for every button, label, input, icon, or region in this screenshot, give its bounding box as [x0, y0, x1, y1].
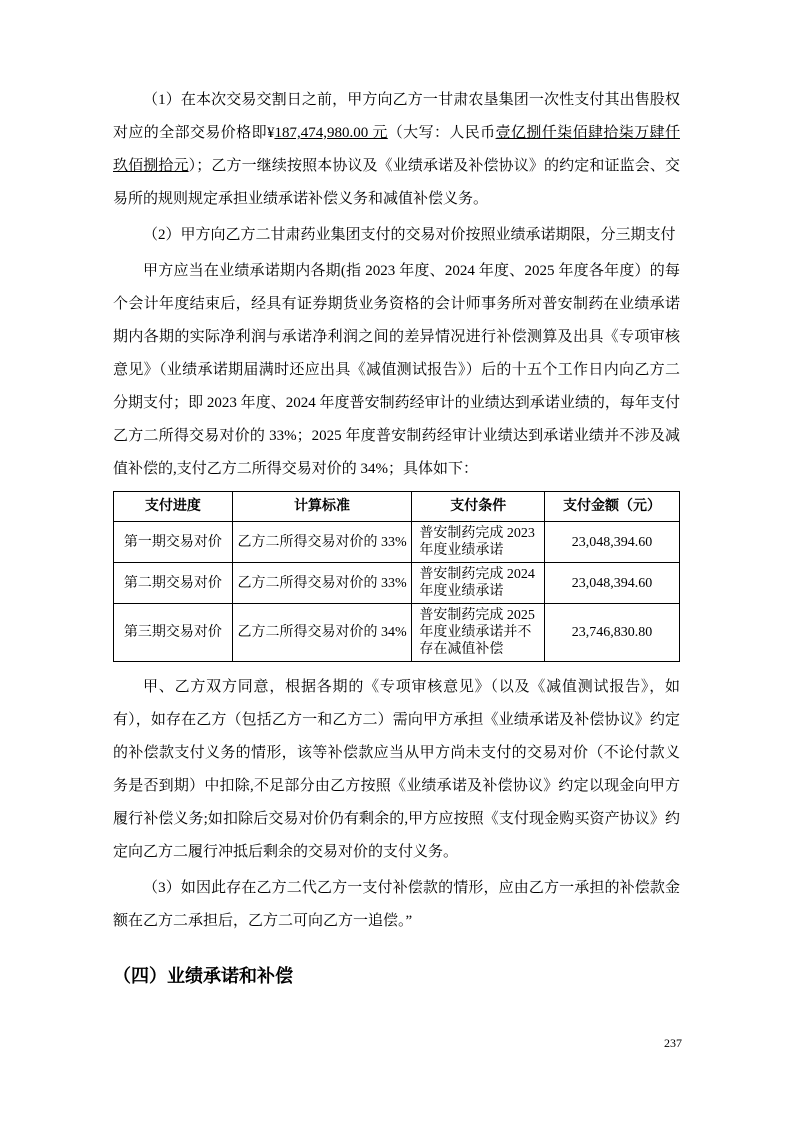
cell-progress: 第三期交易对价 — [114, 604, 233, 662]
table-header-row — [114, 492, 680, 522]
cell-amount: 23,746,830.80 — [545, 604, 680, 662]
table-row — [114, 563, 680, 604]
section-heading-performance-commitment: （四）业绩承诺和补偿 — [113, 966, 293, 986]
cell-condition: 普安制药完成 2023 年度业绩承诺 — [412, 522, 545, 563]
table-row — [114, 604, 680, 662]
col-header-payment-amount: 支付金额（元） — [545, 492, 680, 522]
cell-progress: 第二期交易对价 — [114, 563, 233, 604]
col-header-calc-standard: 计算标准 — [232, 492, 412, 522]
page-number: 237 — [664, 1036, 682, 1050]
p1-text-mid: （大写：人民币 — [387, 125, 496, 141]
paragraph-payment-party-b1 — [113, 84, 680, 216]
cell-amount: 23,048,394.60 — [545, 563, 680, 604]
cell-amount: 23,048,394.60 — [545, 522, 680, 563]
transaction-amount-figures: 187,474,980.00 元 — [274, 125, 388, 141]
cell-standard: 乙方二所得交易对价的 33% — [232, 522, 412, 563]
cell-condition: 普安制药完成 2024 年度业绩承诺 — [412, 563, 545, 604]
paragraph-commitment-period: 甲方应当在业绩承诺期内各期(指 2023 年度、2024 年度、2025 年度各年度）的每个会计年度结束后，经具有证券期货业务资格的会计师事务所对普安制药在业绩承诺期内各期的实际净利润与承诺净利润之间的差异情况进行补偿测算及出具《专项审核意见》（业绩承诺期届满时还应出具《减值测试报告》）后的十五个工作日内向乙方二分期支付；即 2023 年度、2024 年度普安制药经审计的业绩达到承诺业绩的，每年支付乙方二所得交易对价的 33%；2025 年度普安制药经审计业绩达到承诺业绩并不涉及减值补偿的,支付乙方二所得交易对价的 34%；具体如下： — [113, 263, 680, 477]
cell-condition: 普安制药完成 2025 年度业绩承诺并不存在减值补偿 — [412, 604, 545, 662]
cell-progress: 第一期交易对价 — [114, 522, 233, 563]
paragraph-recourse: （3）如因此存在乙方二代乙方一支付补偿款的情形，应由乙方一承担的补偿款金额在乙方二承担后，乙方二可向乙方一追偿。” — [113, 880, 680, 929]
table-row — [114, 522, 680, 563]
col-header-payment-condition: 支付条件 — [412, 492, 545, 522]
document-body — [113, 84, 680, 989]
p1-text-tail: ）；乙方一继续按照本协议及《业绩承诺及补偿协议》的约定和证监会、交易所的规则规定承担业绩承诺补偿义务和减值补偿义务。 — [113, 158, 680, 207]
paragraph-payment-party-b2: （2）甲方向乙方二甘肃药业集团支付的交易对价按照业绩承诺期限，分三期支付 — [143, 227, 676, 243]
transaction-amount-words: 壹亿捌仟柒佰肆拾柒万肆仟玖佰捌拾元 — [113, 125, 680, 174]
p1-text-lead: （1）在本次交易交割日之前，甲方向乙方一甘肃农垦集团一次性支付其出售股权对应的全部交易价格即¥ — [113, 92, 680, 141]
payment-schedule-table — [113, 491, 680, 662]
col-header-payment-progress: 支付进度 — [114, 492, 233, 522]
cell-standard: 乙方二所得交易对价的 33% — [232, 563, 412, 604]
paragraph-compensation-offset: 甲、乙方双方同意，根据各期的《专项审核意见》（以及《减值测试报告》，如有），如存在乙方（包括乙方一和乙方二）需向甲方承担《业绩承诺及补偿协议》约定的补偿款支付义务的情形，该等补偿款应当从甲方尚未支付的交易对价（不论付款义务是否到期）中扣除,不足部分由乙方按照《业绩承诺及补偿协议》约定以现金向甲方履行补偿义务;如扣除后交易对价仍有剩余的,甲方应按照《支付现金购买资产协议》约定向乙方二履行冲抵后剩余的交易对价的支付义务。 — [113, 679, 680, 860]
cell-standard: 乙方二所得交易对价的 34% — [232, 604, 412, 662]
